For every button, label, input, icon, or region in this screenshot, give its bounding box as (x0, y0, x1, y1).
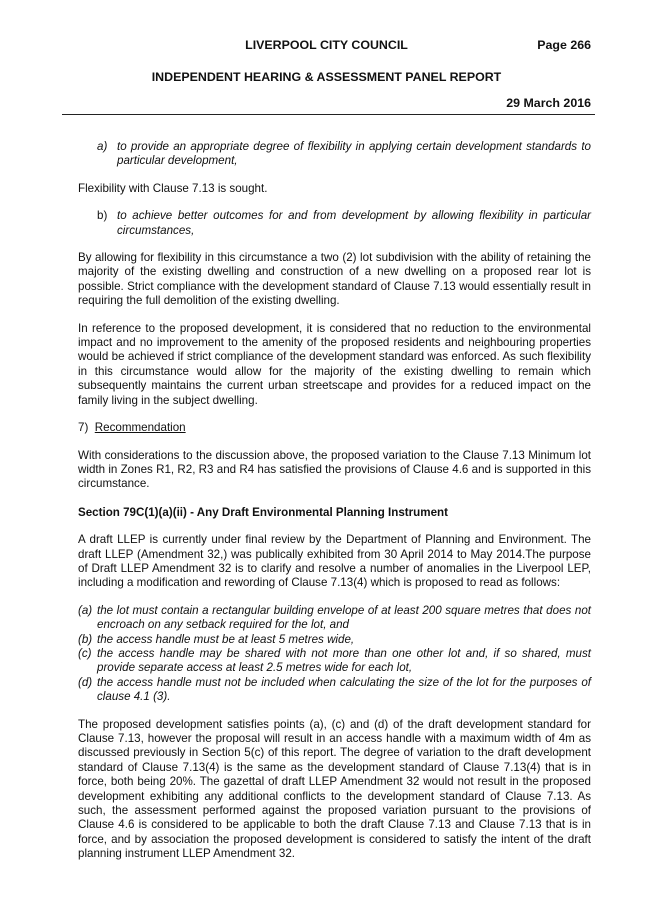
objective-a (97, 140, 591, 169)
clause-label: (a) (78, 603, 93, 617)
report-title: INDEPENDENT HEARING & ASSESSMENT PANEL REPORT (151, 70, 502, 84)
paragraph-allowing-flexibility: By allowing for flexibility in this circumstance a two (2) lot subdivision with the ability of retaining the majority of the existing dwelling and construction of a new dwelling on a proposed rear lot is possible. Strict compliance with the development standard of Clause 7.13 would essentially result in requiring the full demolition of the existing dwelling. (78, 251, 591, 308)
recommendation-number: 7) (78, 421, 89, 435)
draft-clause-item (78, 676, 591, 705)
council-name: LIVERPOOL CITY COUNCIL (245, 38, 408, 52)
paragraph-draft-llep: A draft LLEP is currently under final review by the Department of Planning and Environment. The draft LLEP (Amendment 32,) was publically exhibited from 30 April 2014 to May 2014.The purpose of Draft LLEP Amendment 32 is to clarify and resolve a number of anomalies in the Liverpool LEP, including a modification and rewording of Clause 7.13(4) which is proposed to read as follows: (78, 533, 591, 590)
draft-clause-list (78, 604, 591, 705)
objective-b (97, 209, 591, 238)
recommendation-text: With considerations to the discussion above, the proposed variation to the Clause 7.13 Minimum lot width in Zones R1, R2, R3 and R4 has satisfied the provisions of Clause 4.6 and is supported in this circumstance. (78, 448, 591, 491)
paragraph-reference: In reference to the proposed development, it is considered that no reduction to the environmental impact and no improvement to the amenity of the proposed residents and neighbouring properties would be achieved if strict compliance of the development standard was enforced. As such flexibility in this circumstance would allow for the majority of the existing dwelling to remain which subsequently maintains the current urban streetscape and provides for a reduced impact on the family living in the subject dwelling. (78, 321, 591, 407)
page-number: Page 266 (537, 38, 591, 52)
flexibility-sought: Flexibility with Clause 7.13 is sought. (78, 181, 268, 195)
paragraph-conclusion: The proposed development satisfies points (a), (c) and (d) of the draft development standard for Clause 7.13, however the proposal will result in an access handle with a maximum width of 4m as discussed previously in Section 5(c) of this report. The degree of variation to the draft development standard of Clause 7.13(4) is the same as the development standard of Clause 7.13(4) that is in force, both being 20%. The gazettal of draft LLEP Amendment 32 would not result in the proposed development exhibiting any additional conflicts to the development standard of Clause 7.13. As such, the assessment performed against the proposed variation pursuant to the provisions of Clause 4.6 is considered to be applicable to both the draft Clause 7.13 and Clause 7.13 that is in force, and by association the proposed development is considered to satisfy the intent of the draft planning instrument LLEP Amendment 32. (78, 717, 591, 861)
objective-text: to achieve better outcomes for and from development by allowing flexibility in particular circumstances, (117, 209, 591, 237)
draft-clause-item (78, 604, 591, 633)
document-body (78, 140, 591, 862)
clause-text: the access handle must not be included when calculating the size of the lot for the purposes of clause 4.1 (3). (97, 675, 591, 704)
objective-label: b) (97, 209, 108, 223)
clause-label: (b) (78, 632, 93, 646)
draft-clause-item (78, 647, 591, 676)
objective-text: to provide an appropriate degree of flexibility in applying certain development standards to particular development, (117, 140, 591, 168)
recommendation-heading (78, 421, 591, 435)
objective-label: a) (97, 140, 108, 153)
section-heading: Section 79C(1)(a)(ii) - Any Draft Environmental Planning Instrument (78, 505, 448, 519)
clause-label: (c) (78, 646, 92, 660)
clause-text: the access handle may be shared with not more than one other lot and, if so shared, must provide separate access at least 2.5 metres wide for each lot, (97, 646, 591, 675)
recommendation-title: Recommendation (94, 421, 186, 435)
clause-label: (d) (78, 675, 93, 689)
header-divider (62, 114, 595, 115)
clause-text: the lot must contain a rectangular building envelope of at least 200 square metres that does not encroach on any setback required for the lot, and (97, 603, 591, 632)
report-date: 29 March 2016 (506, 96, 591, 110)
draft-clause-item (78, 633, 591, 647)
clause-text: the access handle must be at least 5 metres wide, (97, 632, 355, 646)
